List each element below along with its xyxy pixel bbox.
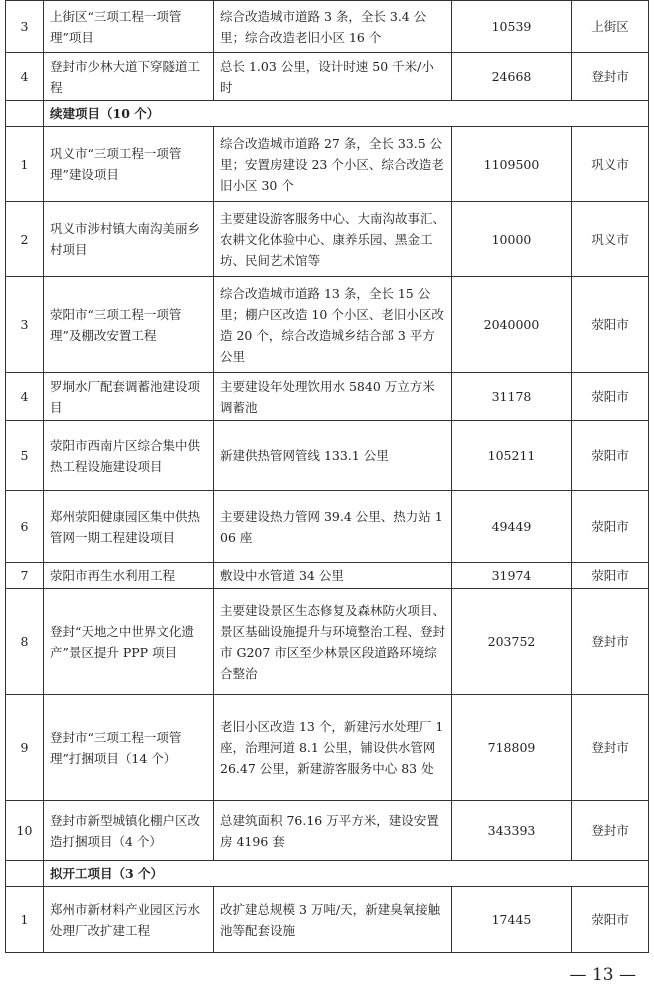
row-number: 4 [6, 53, 44, 101]
row-number: 1 [6, 127, 44, 202]
table-row [6, 373, 649, 421]
section-row [6, 101, 649, 127]
project-content: 改扩建总规模 3 万吨/天，新建臭氧接触池等配套设施 [214, 887, 452, 953]
project-name: 荥阳市西南片区综合集中供热工程设施建设项目 [44, 421, 214, 491]
project-location: 荥阳市 [572, 421, 649, 491]
project-name: 登封市少林大道下穿隧道工程 [44, 53, 214, 101]
project-name: 郑州市新材料产业园区污水处理厂改扩建工程 [44, 887, 214, 953]
project-table [5, 0, 649, 953]
project-content: 综合改造城市道路 27 条，全长 33.5 公里；安置房建设 23 个小区、综合改造老旧小区 30 个 [214, 127, 452, 202]
project-content: 新建供热管网管线 133.1 公里 [214, 421, 452, 491]
row-number: 8 [6, 589, 44, 695]
project-content: 综合改造城市道路 3 条，全长 3.4 公里；综合改造老旧小区 16 个 [214, 1, 452, 53]
table-row [6, 589, 649, 695]
investment-amount: 24668 [452, 53, 572, 101]
page-number: — 13 — [569, 965, 636, 985]
row-number: 7 [6, 563, 44, 589]
project-content: 总建筑面积 76.16 万平方米，建设安置房 4196 套 [214, 801, 452, 861]
project-name: 登封市“三项工程一项管理”打捆项目（14 个） [44, 695, 214, 801]
project-location: 荥阳市 [572, 563, 649, 589]
row-number: 5 [6, 421, 44, 491]
project-name: 登封“天地之中世界文化遗产”景区提升 PPP 项目 [44, 589, 214, 695]
investment-amount: 31178 [452, 373, 572, 421]
project-content: 主要建设景区生态修复及森林防火项目、景区基础设施提升与环境整治工程、登封市 G207 市区至少林景区段道路环境综合整治 [214, 589, 452, 695]
row-number: 3 [6, 1, 44, 53]
project-name: 郑州荥阳健康园区集中供热管网一期工程建设项目 [44, 491, 214, 563]
row-number: 9 [6, 695, 44, 801]
project-content: 主要建设热力管网 39.4 公里、热力站 106 座 [214, 491, 452, 563]
row-number: 3 [6, 277, 44, 373]
project-content: 敷设中水管道 34 公里 [214, 563, 452, 589]
project-name: 荥阳市再生水利用工程 [44, 563, 214, 589]
investment-amount: 718809 [452, 695, 572, 801]
table-row [6, 563, 649, 589]
project-content: 老旧小区改造 13 个，新建污水处理厂 1 座，治理河道 8.1 公里，铺设供水管网 26.47 公里，新建游客服务中心 83 处 [214, 695, 452, 801]
table-row [6, 695, 649, 801]
project-location: 巩义市 [572, 202, 649, 277]
investment-amount: 17445 [452, 887, 572, 953]
row-number: 4 [6, 373, 44, 421]
project-name: 罗垌水厂配套调蓄池建设项目 [44, 373, 214, 421]
section-row [6, 861, 649, 887]
row-number: 1 [6, 887, 44, 953]
section-header: 拟开工项目（3 个） [44, 861, 649, 887]
table-row [6, 801, 649, 861]
row-number: 10 [6, 801, 44, 861]
project-location: 上街区 [572, 1, 649, 53]
project-name: 巩义市“三项工程一项管理”建设项目 [44, 127, 214, 202]
table-row [6, 1, 649, 53]
project-location: 登封市 [572, 695, 649, 801]
investment-amount: 203752 [452, 589, 572, 695]
project-location: 登封市 [572, 53, 649, 101]
investment-amount: 343393 [452, 801, 572, 861]
table-row [6, 421, 649, 491]
investment-amount: 1109500 [452, 127, 572, 202]
project-content: 综合改造城市道路 13 条，全长 15 公里；棚户区改造 10 个小区、老旧小区改造 20 个，综合改造城乡结合部 3 平方公里 [214, 277, 452, 373]
project-content: 主要建设游客服务中心、大南沟故事汇、农耕文化体验中心、康养乐园、黑金工坊、民间艺术馆等 [214, 202, 452, 277]
project-name: 登封市新型城镇化棚户区改造打捆项目（4 个） [44, 801, 214, 861]
project-location: 登封市 [572, 589, 649, 695]
project-name: 巩义市涉村镇大南沟美丽乡村项目 [44, 202, 214, 277]
table-row [6, 277, 649, 373]
project-location: 荥阳市 [572, 277, 649, 373]
investment-amount: 31974 [452, 563, 572, 589]
project-location: 荥阳市 [572, 491, 649, 563]
table-row [6, 127, 649, 202]
table-row [6, 491, 649, 563]
project-location: 巩义市 [572, 127, 649, 202]
project-name: 上街区“三项工程一项管理”项目 [44, 1, 214, 53]
investment-amount: 10539 [452, 1, 572, 53]
investment-amount: 49449 [452, 491, 572, 563]
project-name: 荥阳市“三项工程一项管理”及棚改安置工程 [44, 277, 214, 373]
project-location: 登封市 [572, 801, 649, 861]
investment-amount: 2040000 [452, 277, 572, 373]
section-header: 续建项目（10 个） [44, 101, 649, 127]
table-row [6, 53, 649, 101]
row-number: 2 [6, 202, 44, 277]
project-content: 总长 1.03 公里，设计时速 50 千米/小时 [214, 53, 452, 101]
table-row [6, 202, 649, 277]
section-blank-cell [6, 101, 44, 127]
project-content: 主要建设年处理饮用水 5840 万立方米调蓄池 [214, 373, 452, 421]
investment-amount: 10000 [452, 202, 572, 277]
table-row [6, 887, 649, 953]
investment-amount: 105211 [452, 421, 572, 491]
row-number: 6 [6, 491, 44, 563]
section-blank-cell [6, 861, 44, 887]
project-location: 荥阳市 [572, 373, 649, 421]
project-location: 荥阳市 [572, 887, 649, 953]
